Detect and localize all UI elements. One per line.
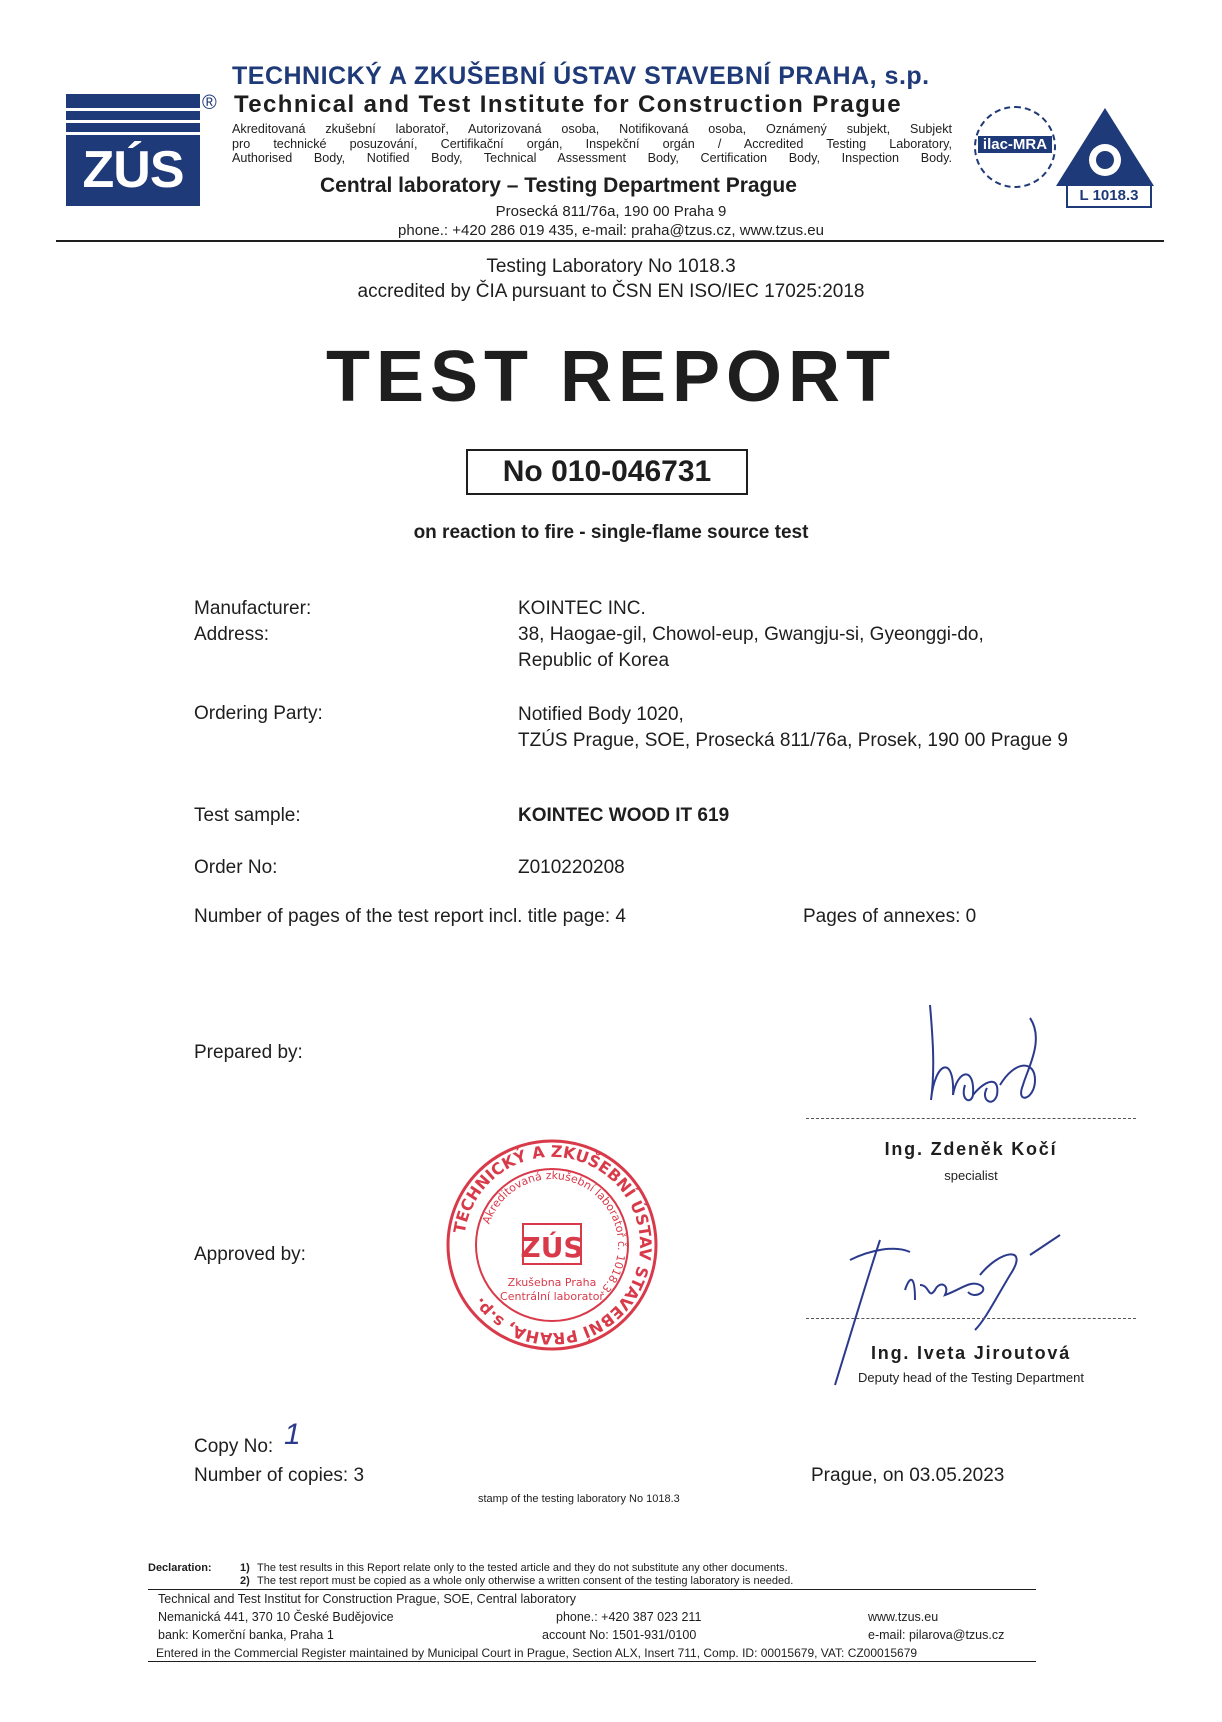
footer-email: e-mail: pilarova@tzus.cz xyxy=(868,1628,1005,1642)
footer-phone: phone.: +420 387 023 211 xyxy=(556,1610,702,1624)
header-divider xyxy=(56,240,1164,242)
order-no-label: Order No: xyxy=(194,857,278,878)
footer-bank: bank: Komerční banka, Praha 1 xyxy=(158,1628,334,1642)
manufacturer-value: KOINTEC INC. xyxy=(518,598,646,619)
declaration-label: Declaration: xyxy=(148,1562,212,1574)
annexes-count: Pages of annexes: 0 xyxy=(803,906,977,927)
prepared-by-name: Ing. Zdeněk Kočí xyxy=(884,1139,1058,1159)
accreditation-line: Authorised Body, Notified Body, Technical Assessment Body, Certification Body, Inspection Body. xyxy=(232,151,952,165)
stamp-logo: ZÚS xyxy=(520,1231,584,1264)
stamp-outer-text: TECHNICKÝ A ZKUŠEBNÍ ÚSTAV STAVEBNÍ PRAHA, s.p. xyxy=(449,1141,656,1349)
declaration-1: The test results in this Report relate only to the tested article and they do not substitute any other documents. xyxy=(257,1562,788,1574)
logo-stripe xyxy=(66,108,200,111)
copy-no-label: Copy No: xyxy=(194,1436,274,1457)
accreditation-line: pro technické posuzování, Certifikační orgán, Inspekční orgán / Accredited Testing Laboratory, xyxy=(232,136,952,151)
footer-register: Entered in the Commercial Register maintained by Municipal Court in Prague, Section ALX, Insert 711, Comp. ID: 00015679, VAT: CZ00015679 xyxy=(156,1646,918,1660)
lab-address: Prosecká 811/76a, 190 00 Praha 9 xyxy=(495,203,727,220)
accreditation-line: Akreditovaná zkušební laboratoř, Autorizovaná osoba, Notifikovaná osoba, Oznámený subjekt, Subjekt xyxy=(232,122,952,136)
ordering-party-line: Notified Body 1020, xyxy=(518,704,684,725)
approved-by-label: Approved by: xyxy=(194,1244,306,1265)
address-line: 38, Haogae-gil, Chowol-eup, Gwangju-si, Gyeonggi-do, xyxy=(518,624,984,645)
footer-divider xyxy=(148,1589,1036,1590)
institute-name-cz: TECHNICKÝ A ZKUŠEBNÍ ÚSTAV STAVEBNÍ PRAHA, s.p. xyxy=(232,62,930,90)
ilac-mra-logo xyxy=(974,106,1056,188)
signature-stroke xyxy=(930,1005,1036,1102)
ordering-party-line: TZÚS Prague, SOE, Prosecká 811/76a, Prosek, 190 00 Prague 9 xyxy=(518,730,1068,751)
footer-account: account No: 1501-931/0100 xyxy=(542,1628,697,1642)
signature-line xyxy=(806,1118,1136,1119)
signature-line xyxy=(806,1318,1136,1319)
stamp-bottom-text: Centrální laboratoř xyxy=(500,1290,604,1303)
laboratory-stamp xyxy=(443,1136,661,1354)
footer-company: Technical and Test Institut for Construction Prague, SOE, Central laboratory xyxy=(158,1592,577,1606)
stamp-bottom-text: Zkušebna Praha xyxy=(507,1276,597,1289)
test-sample-value: KOINTEC WOOD IT 619 xyxy=(518,805,730,826)
declaration-number: 2) xyxy=(240,1575,250,1587)
cai-label: L 1018.3 xyxy=(1066,184,1152,208)
order-no-value: Z010220208 xyxy=(518,857,625,878)
lab-accreditation: accredited by ČIA pursuant to ČSN EN ISO/IEC 17025:2018 xyxy=(357,281,865,302)
registered-mark: ® xyxy=(202,92,217,114)
address-label: Address: xyxy=(194,624,269,645)
manufacturer-label: Manufacturer: xyxy=(194,598,312,619)
stamp-inner-text: Akreditovaná zkušební laboratoř č. 1018.3 xyxy=(479,1168,629,1295)
logo-text: ZÚS xyxy=(82,141,184,199)
signature-koci xyxy=(905,1000,1055,1110)
number-of-copies: Number of copies: 3 xyxy=(194,1465,365,1486)
logo-stripe xyxy=(66,132,200,135)
lab-number: Testing Laboratory No 1018.3 xyxy=(486,256,736,277)
ilac-label: ilac-MRA xyxy=(978,136,1052,153)
lab-contact: phone.: +420 286 019 435, e-mail: praha@tzus.cz, www.tzus.eu xyxy=(398,222,824,239)
logo-stripe xyxy=(66,120,200,123)
declaration-2: The test report must be copied as a whole only otherwise a written consent of the testing laboratory is needed. xyxy=(257,1575,794,1587)
footer-web: www.tzus.eu xyxy=(868,1610,939,1624)
declaration-number: 1) xyxy=(240,1562,250,1574)
accreditation-text xyxy=(232,122,952,166)
institute-name-en: Technical and Test Institute for Construction Prague xyxy=(234,91,902,118)
central-lab-title: Central laboratory – Testing Department Prague xyxy=(320,174,797,197)
tzus-logo xyxy=(66,94,200,206)
approved-by-role: Deputy head of the Testing Department xyxy=(858,1370,1084,1385)
address-line: Republic of Korea xyxy=(518,650,670,671)
prepared-by-label: Prepared by: xyxy=(194,1042,303,1063)
footer-bottom-line xyxy=(148,1661,1036,1662)
report-title: TEST REPORT xyxy=(325,337,897,417)
cai-inner-dot xyxy=(1096,151,1114,169)
stamp-caption: stamp of the testing laboratory No 1018.3 xyxy=(478,1493,680,1505)
ordering-party-label: Ordering Party: xyxy=(194,703,323,724)
place-date: Prague, on 03.05.2023 xyxy=(811,1465,1005,1486)
approved-by-name: Ing. Iveta Jiroutová xyxy=(870,1343,1072,1363)
copy-no-value: 1 xyxy=(284,1418,301,1451)
test-sample-label: Test sample: xyxy=(194,805,301,826)
report-number: No 010-046731 xyxy=(466,449,748,495)
report-subtitle: on reaction to fire - single-flame source test xyxy=(413,522,809,543)
prepared-by-role: specialist xyxy=(944,1168,998,1183)
signature-jiroutova xyxy=(810,1230,1070,1390)
pages-count: Number of pages of the test report incl. title page: 4 xyxy=(194,906,626,927)
footer-street: Nemanická 441, 370 10 České Budějovice xyxy=(158,1610,394,1624)
